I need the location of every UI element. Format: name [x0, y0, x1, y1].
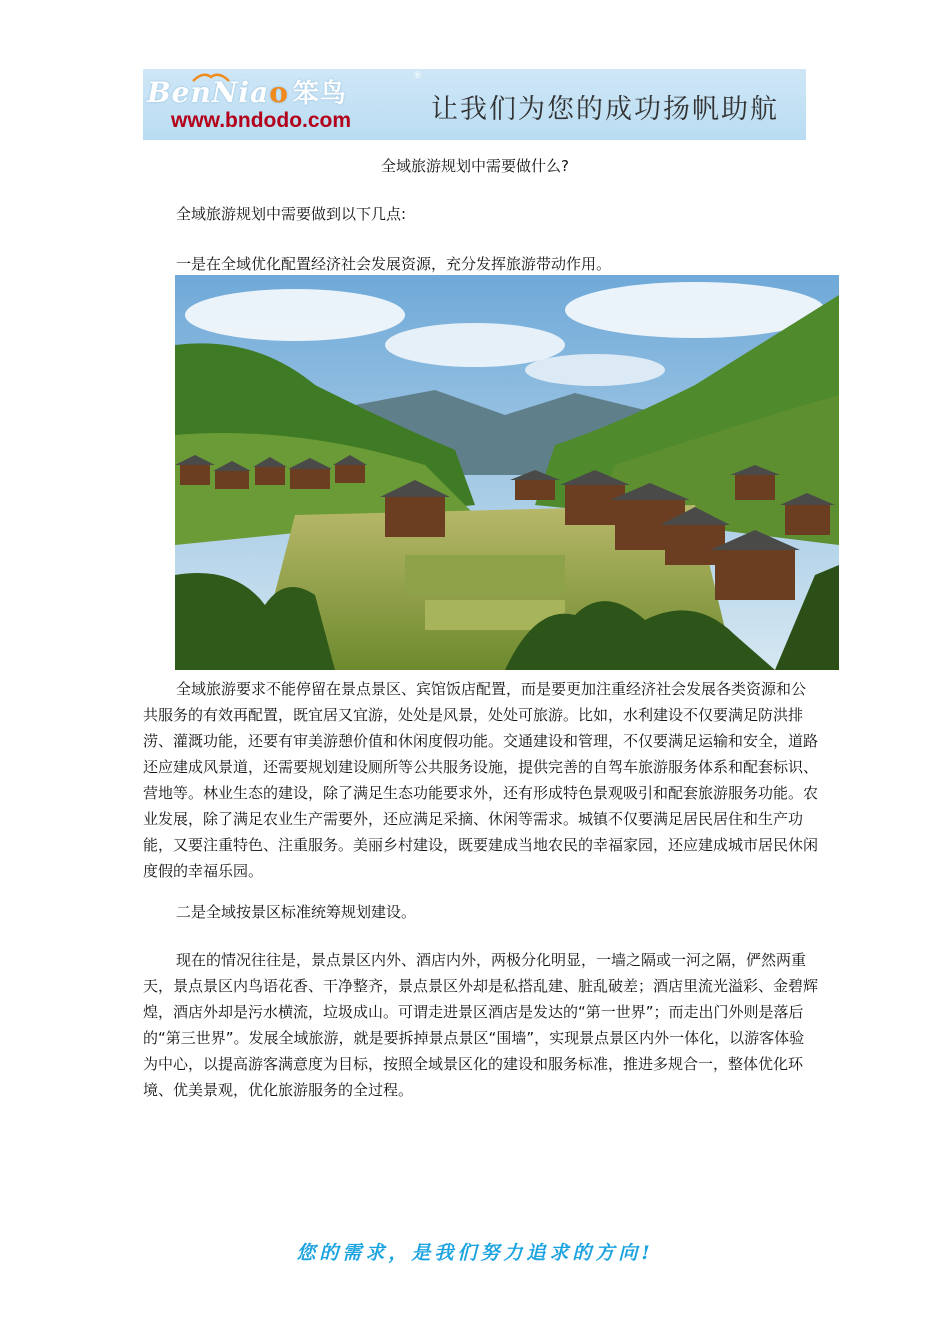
brand-name-o: o [269, 76, 289, 109]
brand-name-en: BenNia [147, 76, 270, 109]
intro-text: 全域旅游规划中需要做到以下几点: [176, 205, 407, 223]
village-scene-illustration [175, 275, 839, 670]
banner-slogan: 让我们为您的成功扬帆助航 [431, 94, 779, 125]
point-two-heading: 二是全域按景区标准统筹规划建设。 [176, 903, 417, 921]
paragraph-1: 全域旅游要求不能停留在景点景区、宾馆饭店配置，而是要更加注重经济社会发展各类资源和公共服务的有效再配置，既宜居又宜游，处处是风景，处处可旅游。比如，水利建设不仅要满足防洪排涝、灌溉功能，还要有审美游憩价值和休闲度假功能。交通建设和管理，不仅要满足运输和安全，道路还应建成风景道，还需要规划建设厕所等公共服务设施，提供完善的自驾车旅游服务体系和配套标识、营地等。林业生态的建设，除了满足生态功能要求外，还有形成特色景观吸引和配套旅游服务功能。农业发展，除了满足农业生产需要外，还应满足采摘、休闲等需求。城镇不仅要满足居民居住和生产功能，又要注重特色、注重服务。美丽乡村建设，既要建成当地农民的幸福家园，还应建成城市居民休闲度假的幸福乐园。 [143, 680, 819, 880]
paragraph-2: 现在的情况往往是，景点景区内外、酒店内外，两极分化明显，一墙之隔或一河之隔，俨然两重天，景点景区内鸟语花香、干净整齐，景点景区外却是私搭乱建、脏乱破差；酒店里流光溢彩、金碧辉煌，酒店外却是污水横流，垃圾成山。可谓走进景区酒店是发达的“第一世界”；而走出门外则是落后的“第三世界”。发展全域旅游，就是要拆掉景点景区“围墙”，实现景点景区内外一体化，以游客体验为中心，以提高游客满意度为目标，按照全域景区化的建设和服务标准，推进多规合一，整体优化环境、优美景观，优化旅游服务的全过程。 [143, 951, 819, 1099]
point-one-heading: 一是在全域优化配置经济社会发展资源，充分发挥旅游带动作用。 [176, 255, 612, 273]
registered-mark: ® [413, 71, 422, 81]
brand-logo [147, 73, 347, 110]
document-title: 全域旅游规划中需要做什么? [381, 157, 569, 175]
village-landscape-photo [175, 275, 839, 670]
brand-name-cn: 笨鸟 [292, 79, 347, 109]
footer-slogan: 您的需求，是我们努力追求的方向! [296, 1242, 654, 1264]
website-url[interactable]: www.bndodo.com [171, 109, 352, 132]
header-banner [143, 69, 806, 140]
